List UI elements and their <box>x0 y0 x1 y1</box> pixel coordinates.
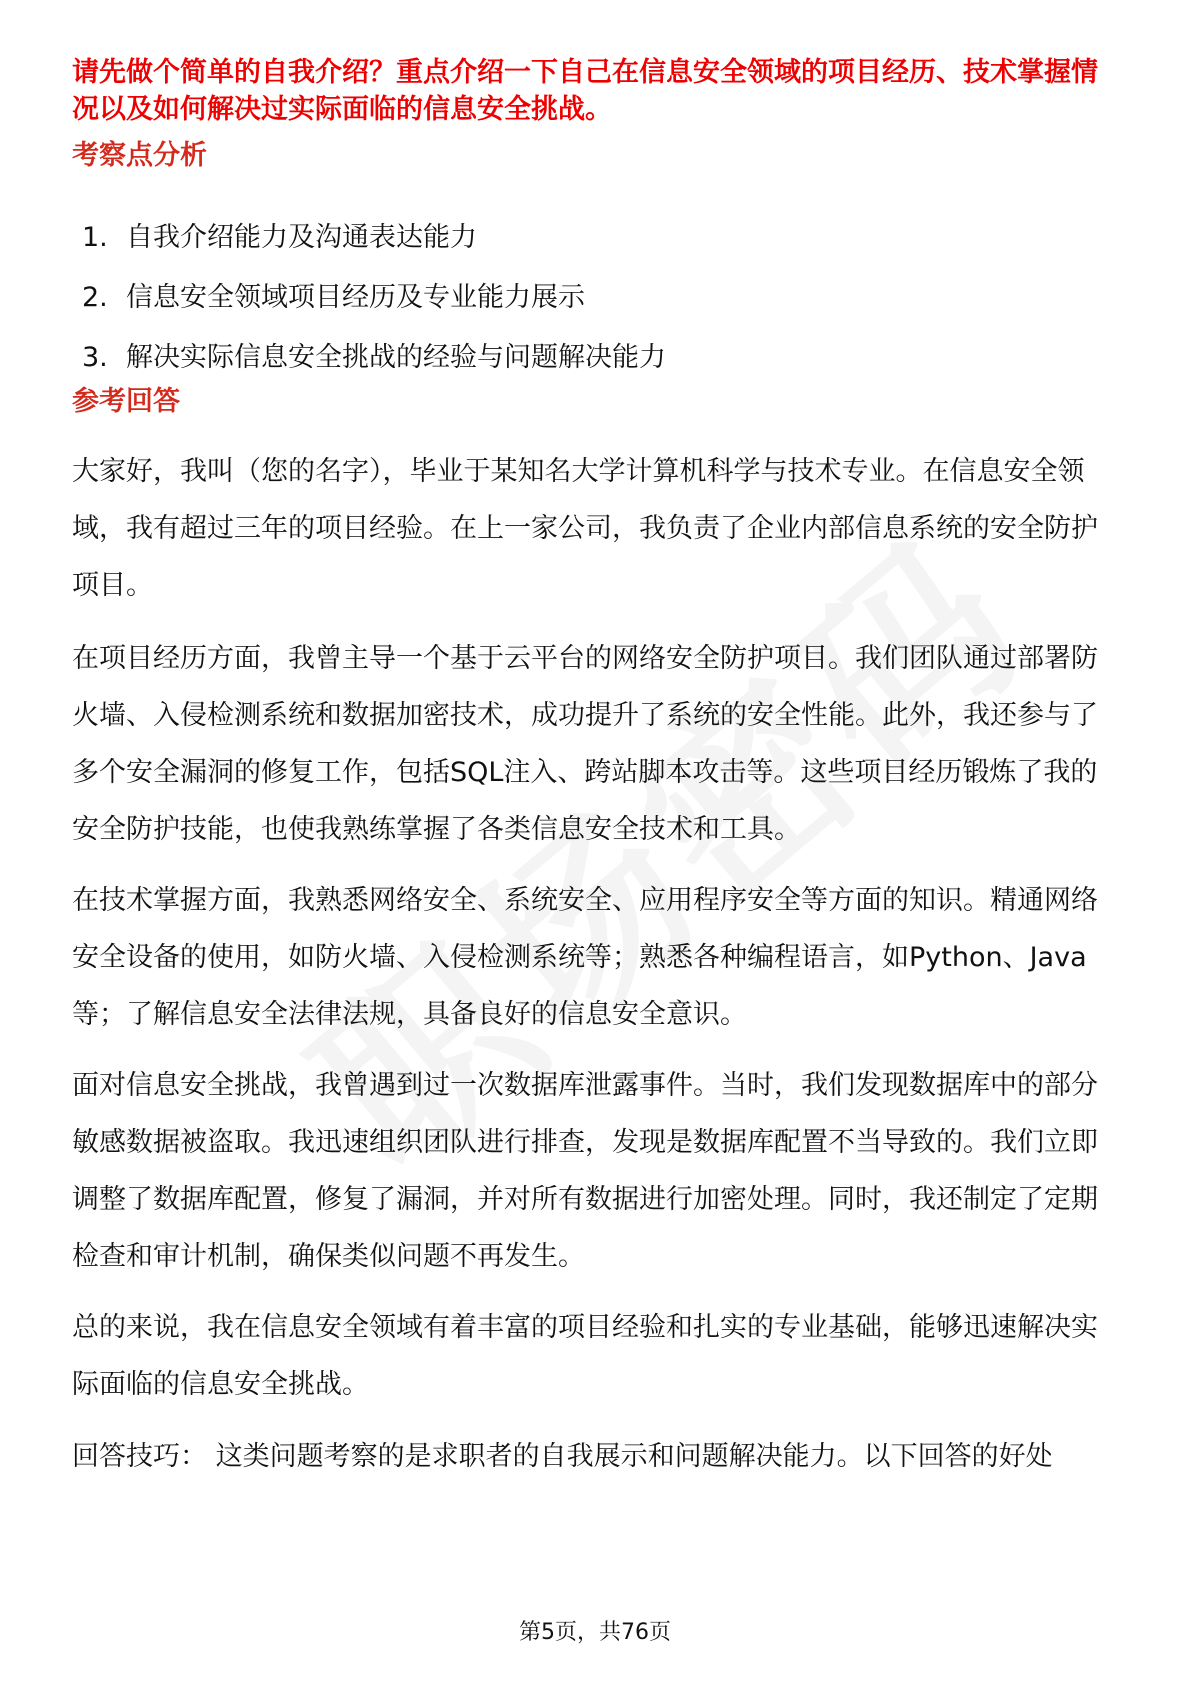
list-item-text: 信息安全领域项目经历及专业能力展示 <box>126 282 585 313</box>
list-item-number: 1. <box>82 222 108 253</box>
list-item-number: 3. <box>82 342 108 373</box>
list-item-text: 自我介绍能力及沟通表达能力 <box>126 222 477 253</box>
answer-paragraph-projects: 在项目经历方面，我曾主导一个基于云平台的网络安全防护项目。我们团队通过部署防火墙、入侵检测系统和数据加密技术，成功提升了系统的安全性能。此外，我还参与了多个安全漏洞的修复工作，包括SQL注入、跨站脚本攻击等。这些项目经历锻炼了我的安全防护技能，也使我熟练掌握了各类信息安全技术和工具。 <box>72 643 1098 845</box>
answer-paragraph-challenge: 面对信息安全挑战，我曾遇到过一次数据库泄露事件。当时，我们发现数据库中的部分敏感数据被盗取。我迅速组织团队进行排查，发现是数据库配置不当导致的。我们立即调整了数据库配置，修复了漏洞，并对所有数据进行加密处理。同时，我还制定了定期检查和审计机制，确保类似问题不再发生。 <box>72 1070 1098 1272</box>
analysis-heading: 考察点分析 <box>72 140 207 171</box>
question-title: 请先做个简单的自我介绍？重点介绍一下自己在信息安全领域的项目经历、技术掌握情况以及如何解决过实际面临的信息安全挑战。 <box>72 57 1098 125</box>
page-number: 第5页，共76页 <box>519 1620 671 1645</box>
answer-heading: 参考回答 <box>72 386 180 417</box>
list-item <box>82 280 666 340</box>
analysis-list <box>82 220 666 400</box>
list-item <box>82 220 666 280</box>
list-item-text: 解决实际信息安全挑战的经验与问题解决能力 <box>126 342 666 373</box>
answer-paragraph-intro: 大家好，我叫（您的名字），毕业于某知名大学计算机科学与技术专业。在信息安全领域，我有超过三年的项目经验。在上一家公司，我负责了企业内部信息系统的安全防护项目。 <box>72 456 1098 601</box>
answer-tips: 回答技巧： 这类问题考察的是求职者的自我展示和问题解决能力。以下回答的好处 <box>72 1441 1053 1472</box>
answer-paragraph-skills: 在技术掌握方面，我熟悉网络安全、系统安全、应用程序安全等方面的知识。精通网络安全设备的使用，如防火墙、入侵检测系统等；熟悉各种编程语言，如Python、Java等；了解信息安全法律法规，具备良好的信息安全意识。 <box>72 885 1098 1030</box>
list-item-number: 2. <box>82 282 108 313</box>
answer-paragraph-summary: 总的来说，我在信息安全领域有着丰富的项目经验和扎实的专业基础，能够迅速解决实际面临的信息安全挑战。 <box>72 1312 1098 1400</box>
